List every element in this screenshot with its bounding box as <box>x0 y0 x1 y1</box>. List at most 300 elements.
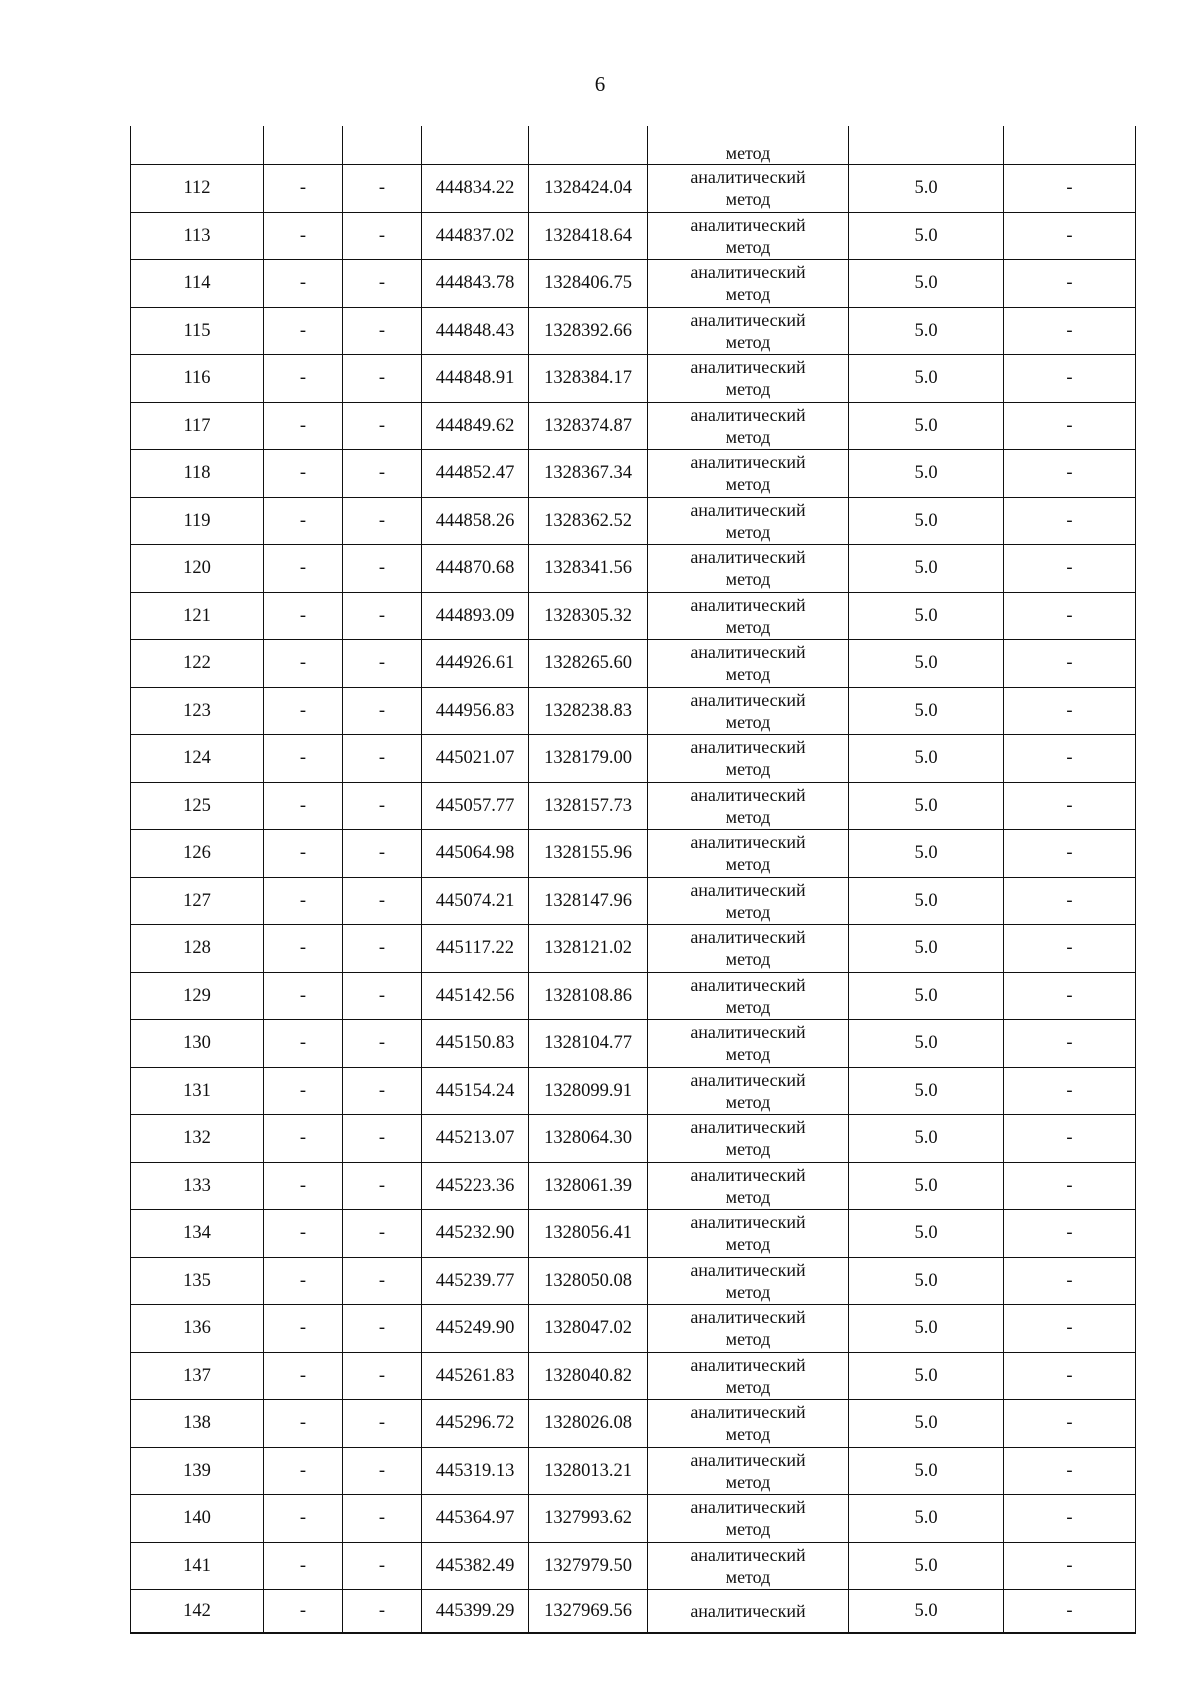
table-row <box>131 735 1136 783</box>
cell-accuracy: 5.0 <box>849 1542 1004 1590</box>
cell-extra: - <box>1004 640 1136 688</box>
method-line-1: аналитический <box>690 737 806 758</box>
cell-method <box>648 592 849 640</box>
method-line-1: аналитический <box>690 214 806 235</box>
cell-dash: - <box>264 1495 343 1543</box>
cell-extra: - <box>1004 1020 1136 1068</box>
cell-method <box>648 735 849 783</box>
method-line-1: аналитический <box>690 357 806 378</box>
cell-point-number: 130 <box>131 1020 264 1068</box>
table-row <box>131 640 1136 688</box>
cell-dash: - <box>264 165 343 213</box>
table-row <box>131 260 1136 308</box>
cell-x-coordinate: 444956.83 <box>422 687 529 735</box>
method-line-2: метод <box>725 996 771 1017</box>
cell-dash: - <box>343 1115 422 1163</box>
method-line-1: аналитический <box>690 309 806 330</box>
method-line-1: аналитический <box>690 452 806 473</box>
cell-method <box>648 1590 849 1634</box>
cell-x-coordinate: 444926.61 <box>422 640 529 688</box>
cell-dash: - <box>343 260 422 308</box>
cell-x-coordinate: 444837.02 <box>422 212 529 260</box>
cell-accuracy: 5.0 <box>849 830 1004 878</box>
cell-method <box>648 877 849 925</box>
method-line-2: метод <box>725 331 771 352</box>
cell-method <box>648 355 849 403</box>
table-row <box>131 830 1136 878</box>
table-body <box>131 126 1136 1633</box>
cell-y-coordinate: 1328367.34 <box>529 450 648 498</box>
cell-dash: - <box>264 1067 343 1115</box>
cell-dash: - <box>264 830 343 878</box>
cell-extra: - <box>1004 1590 1136 1634</box>
cell-accuracy: 5.0 <box>849 497 1004 545</box>
method-line-2: метод <box>725 1044 771 1065</box>
method-line-1: аналитический <box>690 594 806 615</box>
cell-x-coordinate: 444858.26 <box>422 497 529 545</box>
cell-y-coordinate: 1328040.82 <box>529 1352 648 1400</box>
table-row-continuation <box>131 126 1136 165</box>
cell-dash: - <box>343 1067 422 1115</box>
cell-y-coordinate: 1328424.04 <box>529 165 648 213</box>
cell-x-coordinate: 444852.47 <box>422 450 529 498</box>
cell-accuracy: 5.0 <box>849 1495 1004 1543</box>
cell-extra: - <box>1004 307 1136 355</box>
table-row <box>131 687 1136 735</box>
cell-method <box>648 1400 849 1448</box>
cell-x-coordinate: 445364.97 <box>422 1495 529 1543</box>
method-line-1: аналитический <box>690 547 806 568</box>
cell-y-coordinate: 1327993.62 <box>529 1495 648 1543</box>
cell-y-coordinate: 1328056.41 <box>529 1210 648 1258</box>
cell-y-coordinate: 1328157.73 <box>529 782 648 830</box>
method-line-2: метод <box>725 521 771 542</box>
cell-extra: - <box>1004 1447 1136 1495</box>
cell-dash: - <box>343 687 422 735</box>
cell-y-coordinate: 1328050.08 <box>529 1257 648 1305</box>
cell-point-number: 113 <box>131 212 264 260</box>
cell-dash: - <box>343 1590 422 1634</box>
table-row <box>131 782 1136 830</box>
cell-point-number: 140 <box>131 1495 264 1543</box>
method-line-2: метод <box>725 901 771 922</box>
cell-dash: - <box>264 592 343 640</box>
method-line-2: метод <box>725 474 771 495</box>
cell-dash: - <box>343 212 422 260</box>
cell-point-number: 142 <box>131 1590 264 1634</box>
method-line-2: метод <box>725 1519 771 1540</box>
cell-method <box>648 545 849 593</box>
cell-dash: - <box>343 1210 422 1258</box>
cell-x-coordinate: 445142.56 <box>422 972 529 1020</box>
cell-point-number: 122 <box>131 640 264 688</box>
method-line-1: аналитический <box>690 1164 806 1185</box>
cell-method <box>648 640 849 688</box>
cell-y-coordinate: 1327969.56 <box>529 1590 648 1634</box>
cell-method <box>648 972 849 1020</box>
cell-accuracy: 5.0 <box>849 1447 1004 1495</box>
cell-y-coordinate: 1328305.32 <box>529 592 648 640</box>
cell-dash: - <box>264 1115 343 1163</box>
cell-x-coordinate: 445057.77 <box>422 782 529 830</box>
cell-x-coordinate: 445399.29 <box>422 1590 529 1634</box>
cell-dash: - <box>264 1162 343 1210</box>
cell-dash: - <box>343 640 422 688</box>
cell-extra: - <box>1004 782 1136 830</box>
cell-method <box>648 782 849 830</box>
table-row <box>131 972 1136 1020</box>
cell-point-number: 115 <box>131 307 264 355</box>
method-line-2: метод <box>725 284 771 305</box>
cell-extra: - <box>1004 1067 1136 1115</box>
cell-extra: - <box>1004 497 1136 545</box>
cell-y-coordinate: 1328013.21 <box>529 1447 648 1495</box>
cell-y-coordinate: 1328108.86 <box>529 972 648 1020</box>
cell-point-number: 114 <box>131 260 264 308</box>
cell-dash: - <box>343 402 422 450</box>
method-line-2: метод <box>725 949 771 970</box>
table-row <box>131 450 1136 498</box>
cell-dash: - <box>343 1305 422 1353</box>
cell-x-coordinate: 444893.09 <box>422 592 529 640</box>
cell-point-number: 141 <box>131 1542 264 1590</box>
cell-x-coordinate: 445232.90 <box>422 1210 529 1258</box>
cell-extra: - <box>1004 165 1136 213</box>
table-row <box>131 1447 1136 1495</box>
cell-dash: - <box>343 1400 422 1448</box>
cell-empty <box>422 126 529 165</box>
cell-y-coordinate: 1328362.52 <box>529 497 648 545</box>
cell-accuracy: 5.0 <box>849 260 1004 308</box>
cell-extra: - <box>1004 1305 1136 1353</box>
cell-method <box>648 1162 849 1210</box>
cell-x-coordinate: 445021.07 <box>422 735 529 783</box>
cell-accuracy: 5.0 <box>849 782 1004 830</box>
cell-dash: - <box>343 545 422 593</box>
cell-accuracy: 5.0 <box>849 877 1004 925</box>
cell-dash: - <box>343 355 422 403</box>
method-line-1: аналитический <box>690 1497 806 1518</box>
cell-dash: - <box>343 1447 422 1495</box>
cell-extra: - <box>1004 1210 1136 1258</box>
cell-y-coordinate: 1328061.39 <box>529 1162 648 1210</box>
method-line-1: аналитический <box>690 1117 806 1138</box>
cell-y-coordinate: 1328064.30 <box>529 1115 648 1163</box>
table-row <box>131 1162 1136 1210</box>
cell-dash: - <box>264 450 343 498</box>
cell-dash: - <box>343 1542 422 1590</box>
page-number: 6 <box>594 72 606 96</box>
table-row <box>131 355 1136 403</box>
cell-point-number: 117 <box>131 402 264 450</box>
table-row <box>131 877 1136 925</box>
cell-accuracy: 5.0 <box>849 1210 1004 1258</box>
cell-dash: - <box>264 355 343 403</box>
table-row <box>131 1495 1136 1543</box>
cell-empty <box>1004 126 1136 165</box>
cell-accuracy: 5.0 <box>849 545 1004 593</box>
table-row <box>131 925 1136 973</box>
method-line-2: метод <box>725 1234 771 1255</box>
cell-dash: - <box>343 307 422 355</box>
cell-dash: - <box>343 735 422 783</box>
table-row <box>131 1352 1136 1400</box>
cell-dash: - <box>343 925 422 973</box>
cell-dash: - <box>264 307 343 355</box>
method-line-2: метод <box>725 854 771 875</box>
cell-method <box>648 1020 849 1068</box>
cell-method <box>648 260 849 308</box>
cell-x-coordinate: 445382.49 <box>422 1542 529 1590</box>
cell-dash: - <box>264 1590 343 1634</box>
cell-point-number: 126 <box>131 830 264 878</box>
method-line-2: метод <box>725 806 771 827</box>
cell-method <box>648 925 849 973</box>
cell-accuracy: 5.0 <box>849 1067 1004 1115</box>
cell-accuracy: 5.0 <box>849 165 1004 213</box>
cell-y-coordinate: 1328155.96 <box>529 830 648 878</box>
cell-dash: - <box>264 877 343 925</box>
cell-y-coordinate: 1328147.96 <box>529 877 648 925</box>
cell-y-coordinate: 1328179.00 <box>529 735 648 783</box>
cell-method <box>648 1305 849 1353</box>
cell-x-coordinate: 445319.13 <box>422 1447 529 1495</box>
cell-y-coordinate: 1328026.08 <box>529 1400 648 1448</box>
cell-dash: - <box>264 497 343 545</box>
cell-point-number: 120 <box>131 545 264 593</box>
cell-point-number: 129 <box>131 972 264 1020</box>
cell-method <box>648 1447 849 1495</box>
cell-x-coordinate: 444848.43 <box>422 307 529 355</box>
cell-point-number: 121 <box>131 592 264 640</box>
cell-extra: - <box>1004 735 1136 783</box>
cell-extra: - <box>1004 1352 1136 1400</box>
cell-method <box>648 1495 849 1543</box>
cell-point-number: 125 <box>131 782 264 830</box>
cell-point-number: 135 <box>131 1257 264 1305</box>
cell-extra: - <box>1004 687 1136 735</box>
cell-y-coordinate: 1328104.77 <box>529 1020 648 1068</box>
cell-point-number: 123 <box>131 687 264 735</box>
method-line-1: аналитический <box>690 1402 806 1423</box>
cell-method <box>648 450 849 498</box>
cell-point-number: 137 <box>131 1352 264 1400</box>
cell-x-coordinate: 445117.22 <box>422 925 529 973</box>
cell-accuracy: 5.0 <box>849 307 1004 355</box>
cell-x-coordinate: 445249.90 <box>422 1305 529 1353</box>
cell-extra: - <box>1004 925 1136 973</box>
table-row <box>131 545 1136 593</box>
method-line-1: аналитический <box>690 974 806 995</box>
cell-point-number: 134 <box>131 1210 264 1258</box>
method-line-2: метод <box>725 379 771 400</box>
cell-y-coordinate: 1328047.02 <box>529 1305 648 1353</box>
cell-dash: - <box>343 830 422 878</box>
cell-dash: - <box>264 545 343 593</box>
cell-dash: - <box>264 735 343 783</box>
table-row <box>131 1257 1136 1305</box>
cell-dash: - <box>264 1542 343 1590</box>
coordinates-table <box>130 126 1136 1634</box>
cell-x-coordinate: 445261.83 <box>422 1352 529 1400</box>
cell-accuracy: 5.0 <box>849 1400 1004 1448</box>
cell-extra: - <box>1004 1162 1136 1210</box>
cell-extra: - <box>1004 402 1136 450</box>
cell-accuracy: 5.0 <box>849 925 1004 973</box>
cell-extra: - <box>1004 212 1136 260</box>
table-row <box>131 165 1136 213</box>
method-line-2: метод <box>725 1424 771 1445</box>
cell-point-number: 133 <box>131 1162 264 1210</box>
cell-accuracy: 5.0 <box>849 640 1004 688</box>
cell-accuracy: 5.0 <box>849 1020 1004 1068</box>
table-row <box>131 1020 1136 1068</box>
method-line-1: аналитический <box>690 167 806 188</box>
cell-dash: - <box>264 1020 343 1068</box>
cell-dash: - <box>343 592 422 640</box>
cell-accuracy: 5.0 <box>849 1115 1004 1163</box>
cell-method <box>648 212 849 260</box>
cell-point-number: 118 <box>131 450 264 498</box>
cell-point-number: 138 <box>131 1400 264 1448</box>
cell-x-coordinate: 444870.68 <box>422 545 529 593</box>
cell-accuracy: 5.0 <box>849 1257 1004 1305</box>
cell-dash: - <box>264 1305 343 1353</box>
cell-method <box>648 165 849 213</box>
method-line-1: аналитический <box>690 689 806 710</box>
method-line-1: аналитический <box>690 1212 806 1233</box>
cell-method <box>648 830 849 878</box>
table-row <box>131 402 1136 450</box>
method-line-1: аналитический <box>690 1307 806 1328</box>
cell-x-coordinate: 445150.83 <box>422 1020 529 1068</box>
cell-dash: - <box>343 782 422 830</box>
cell-point-number: 131 <box>131 1067 264 1115</box>
method-line-2: метод <box>725 236 771 257</box>
cell-accuracy: 5.0 <box>849 1352 1004 1400</box>
cell-extra: - <box>1004 355 1136 403</box>
cell-y-coordinate: 1328121.02 <box>529 925 648 973</box>
cell-method <box>648 687 849 735</box>
cell-x-coordinate: 445239.77 <box>422 1257 529 1305</box>
cell-method <box>648 1542 849 1590</box>
cell-y-coordinate: 1328238.83 <box>529 687 648 735</box>
cell-dash: - <box>264 925 343 973</box>
cell-extra: - <box>1004 1115 1136 1163</box>
method-line-2: метод <box>725 189 771 210</box>
method-line-1: аналитический <box>690 784 806 805</box>
cell-method <box>648 1257 849 1305</box>
cell-dash: - <box>343 1020 422 1068</box>
table-row <box>131 1542 1136 1590</box>
method-line-1: аналитический <box>690 879 806 900</box>
method-line-2: метод <box>725 616 771 637</box>
cell-y-coordinate: 1328392.66 <box>529 307 648 355</box>
cell-x-coordinate: 444834.22 <box>422 165 529 213</box>
table-row <box>131 1067 1136 1115</box>
cell-dash: - <box>343 1495 422 1543</box>
cell-empty <box>264 126 343 165</box>
cell-extra: - <box>1004 877 1136 925</box>
method-line-1: аналитический <box>690 1259 806 1280</box>
cell-x-coordinate: 445064.98 <box>422 830 529 878</box>
cell-method <box>648 1067 849 1115</box>
method-line-1: аналитический <box>690 404 806 425</box>
cell-extra: - <box>1004 592 1136 640</box>
cell-x-coordinate: 445213.07 <box>422 1115 529 1163</box>
table-row <box>131 1115 1136 1163</box>
cell-dash: - <box>264 1352 343 1400</box>
cell-dash: - <box>264 402 343 450</box>
cell-x-coordinate: 444849.62 <box>422 402 529 450</box>
cell-method <box>648 1210 849 1258</box>
cell-method <box>648 402 849 450</box>
cell-accuracy: 5.0 <box>849 735 1004 783</box>
cell-point-number: 119 <box>131 497 264 545</box>
method-line-1: аналитический <box>690 1069 806 1090</box>
method-line-2: метод <box>725 426 771 447</box>
cell-dash: - <box>343 450 422 498</box>
cell-accuracy: 5.0 <box>849 592 1004 640</box>
cell-accuracy: 5.0 <box>849 450 1004 498</box>
cell-extra: - <box>1004 972 1136 1020</box>
cell-dash: - <box>264 782 343 830</box>
method-line-1: аналитический <box>690 1544 806 1565</box>
cell-accuracy: 5.0 <box>849 402 1004 450</box>
cell-accuracy: 5.0 <box>849 1590 1004 1634</box>
cell-extra: - <box>1004 1400 1136 1448</box>
cell-dash: - <box>264 687 343 735</box>
cell-x-coordinate: 445296.72 <box>422 1400 529 1448</box>
cell-accuracy: 5.0 <box>849 212 1004 260</box>
table-row <box>131 1400 1136 1448</box>
cell-y-coordinate: 1328374.87 <box>529 402 648 450</box>
cell-x-coordinate: 444848.91 <box>422 355 529 403</box>
method-line-1: аналитический <box>690 642 806 663</box>
method-line-2: метод <box>725 1376 771 1397</box>
cell-point-number: 124 <box>131 735 264 783</box>
cell-dash: - <box>264 260 343 308</box>
method-line-2: метод <box>725 1471 771 1492</box>
table-row <box>131 1590 1136 1634</box>
cell-empty <box>131 126 264 165</box>
cell-extra: - <box>1004 830 1136 878</box>
cell-method-continuation: метод <box>648 126 849 165</box>
cell-extra: - <box>1004 1542 1136 1590</box>
method-line-2: метод <box>725 1281 771 1302</box>
cell-y-coordinate: 1328406.75 <box>529 260 648 308</box>
cell-dash: - <box>264 212 343 260</box>
method-line-2: метод <box>725 1091 771 1112</box>
cell-extra: - <box>1004 450 1136 498</box>
cell-x-coordinate: 445154.24 <box>422 1067 529 1115</box>
cell-empty <box>343 126 422 165</box>
cell-dash: - <box>343 877 422 925</box>
cell-dash: - <box>264 1210 343 1258</box>
cell-point-number: 139 <box>131 1447 264 1495</box>
cell-point-number: 136 <box>131 1305 264 1353</box>
cell-dash: - <box>264 1257 343 1305</box>
table-row <box>131 592 1136 640</box>
cell-y-coordinate: 1328099.91 <box>529 1067 648 1115</box>
method-line-2: метод <box>725 664 771 685</box>
method-line-1: аналитический <box>690 927 806 948</box>
cell-accuracy: 5.0 <box>849 972 1004 1020</box>
cell-dash: - <box>343 1352 422 1400</box>
method-line-1: аналитический <box>690 1354 806 1375</box>
method-line-1: аналитический <box>690 832 806 853</box>
method-line-2: метод <box>725 1566 771 1587</box>
